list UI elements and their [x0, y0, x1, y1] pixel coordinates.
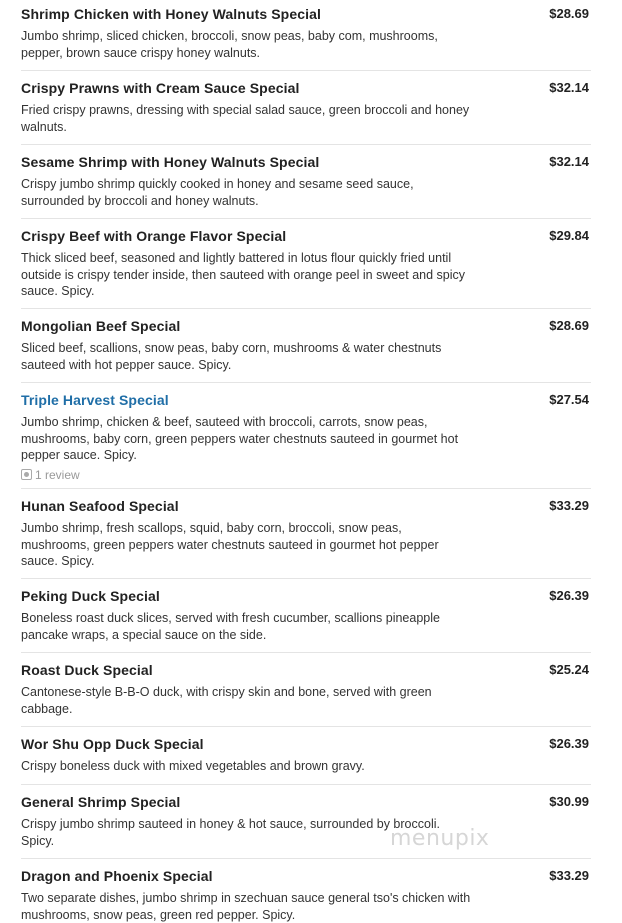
item-description: Jumbo shrimp, fresh scallops, squid, baby corn, broccoli, snow peas, mushrooms, green peppers water chestnuts sauteed in gourmet hot pepper sauce. Spicy. — [21, 521, 439, 568]
item-price: $28.69 — [549, 318, 589, 333]
item-description: Fried crispy prawns, dressing with special salad sauce, green broccoli and honey walnuts. — [21, 103, 470, 134]
menu-item — [21, 662, 591, 717]
item-price: $27.54 — [549, 392, 589, 407]
item-price: $26.39 — [549, 588, 589, 603]
item-name: Shrimp Chicken with Honey Walnuts Special — [21, 6, 321, 22]
item-description: Thick sliced beef, seasoned and lightly battered in lotus flour quickly fried until outside is crispy tender inside, then sauteed with orange peel in sweet and spicy sauce. Spicy. — [21, 251, 466, 298]
item-name: Mongolian Beef Special — [21, 318, 181, 334]
menu-item — [21, 736, 591, 775]
review-link[interactable] — [21, 468, 591, 482]
item-price: $33.29 — [549, 498, 589, 513]
item-name: Peking Duck Special — [21, 588, 160, 604]
menu-item — [21, 588, 591, 643]
separator — [21, 858, 591, 859]
separator — [21, 382, 591, 383]
separator — [21, 784, 591, 785]
item-price: $32.14 — [549, 154, 589, 169]
item-name-link[interactable]: Triple Harvest Special — [21, 392, 169, 408]
item-price: $28.69 — [549, 6, 589, 21]
separator — [21, 652, 591, 653]
item-description: Crispy jumbo shrimp quickly cooked in honey and sesame seed sauce, surrounded by broccoli and honey walnuts. — [21, 177, 414, 208]
separator — [21, 70, 591, 71]
menu-item — [21, 6, 591, 61]
item-price: $33.29 — [549, 868, 589, 883]
item-name: Dragon and Phoenix Special — [21, 868, 213, 884]
separator — [21, 726, 591, 727]
item-name: General Shrimp Special — [21, 794, 181, 810]
menu-item — [21, 80, 591, 135]
item-name: Roast Duck Special — [21, 662, 153, 678]
item-description: Jumbo shrimp, chicken & beef, sauteed with broccoli, carrots, snow peas, mushrooms, baby corn, green peppers water chestnuts sauteed in gourmet hot pepper sauce. Spicy. — [21, 415, 459, 462]
item-name: Crispy Beef with Orange Flavor Special — [21, 228, 287, 244]
separator — [21, 144, 591, 145]
menu-item — [21, 154, 591, 209]
separator — [21, 218, 591, 219]
item-price: $30.99 — [549, 794, 589, 809]
watermark: menupix — [390, 826, 490, 851]
item-description: Boneless roast duck slices, served with fresh cucumber, scallions pineapple pancake wraps, a special sauce on the side. — [21, 611, 440, 642]
item-price: $26.39 — [549, 736, 589, 751]
menu-item — [21, 392, 591, 482]
item-price: $29.84 — [549, 228, 589, 243]
item-name: Wor Shu Opp Duck Special — [21, 736, 204, 752]
separator — [21, 488, 591, 489]
item-description: Sliced beef, scallions, snow peas, baby corn, mushrooms & water chestnuts sauteed with hot pepper sauce. Spicy. — [21, 341, 442, 372]
menu-item — [21, 868, 591, 923]
item-name: Sesame Shrimp with Honey Walnuts Special — [21, 154, 320, 170]
item-description: Cantonese-style B-B-O duck, with crispy skin and bone, served with green cabbage. — [21, 685, 432, 716]
item-description: Crispy jumbo shrimp sauteed in honey & hot sauce, surrounded by broccoli. Spicy. — [21, 817, 440, 848]
separator — [21, 578, 591, 579]
menu-item — [21, 228, 591, 300]
menu-item — [21, 498, 591, 570]
review-icon — [21, 469, 32, 480]
item-description: Jumbo shrimp, sliced chicken, broccoli, snow peas, baby com, mushrooms, pepper, brown sauce crispy honey walnuts. — [21, 29, 438, 60]
menu-item — [21, 794, 591, 849]
item-price: $32.14 — [549, 80, 589, 95]
item-description: Crispy boneless duck with mixed vegetables and brown gravy. — [21, 759, 365, 773]
item-name: Crispy Prawns with Cream Sauce Special — [21, 80, 300, 96]
item-description: Two separate dishes, jumbo shrimp in szechuan sauce general tso's chicken with mushrooms, snow peas, green red pepper. Spicy. — [21, 891, 471, 922]
review-count: 1 review — [35, 467, 80, 482]
separator — [21, 308, 591, 309]
item-price: $25.24 — [549, 662, 589, 677]
menu-item — [21, 318, 591, 373]
item-name: Hunan Seafood Special — [21, 498, 179, 514]
